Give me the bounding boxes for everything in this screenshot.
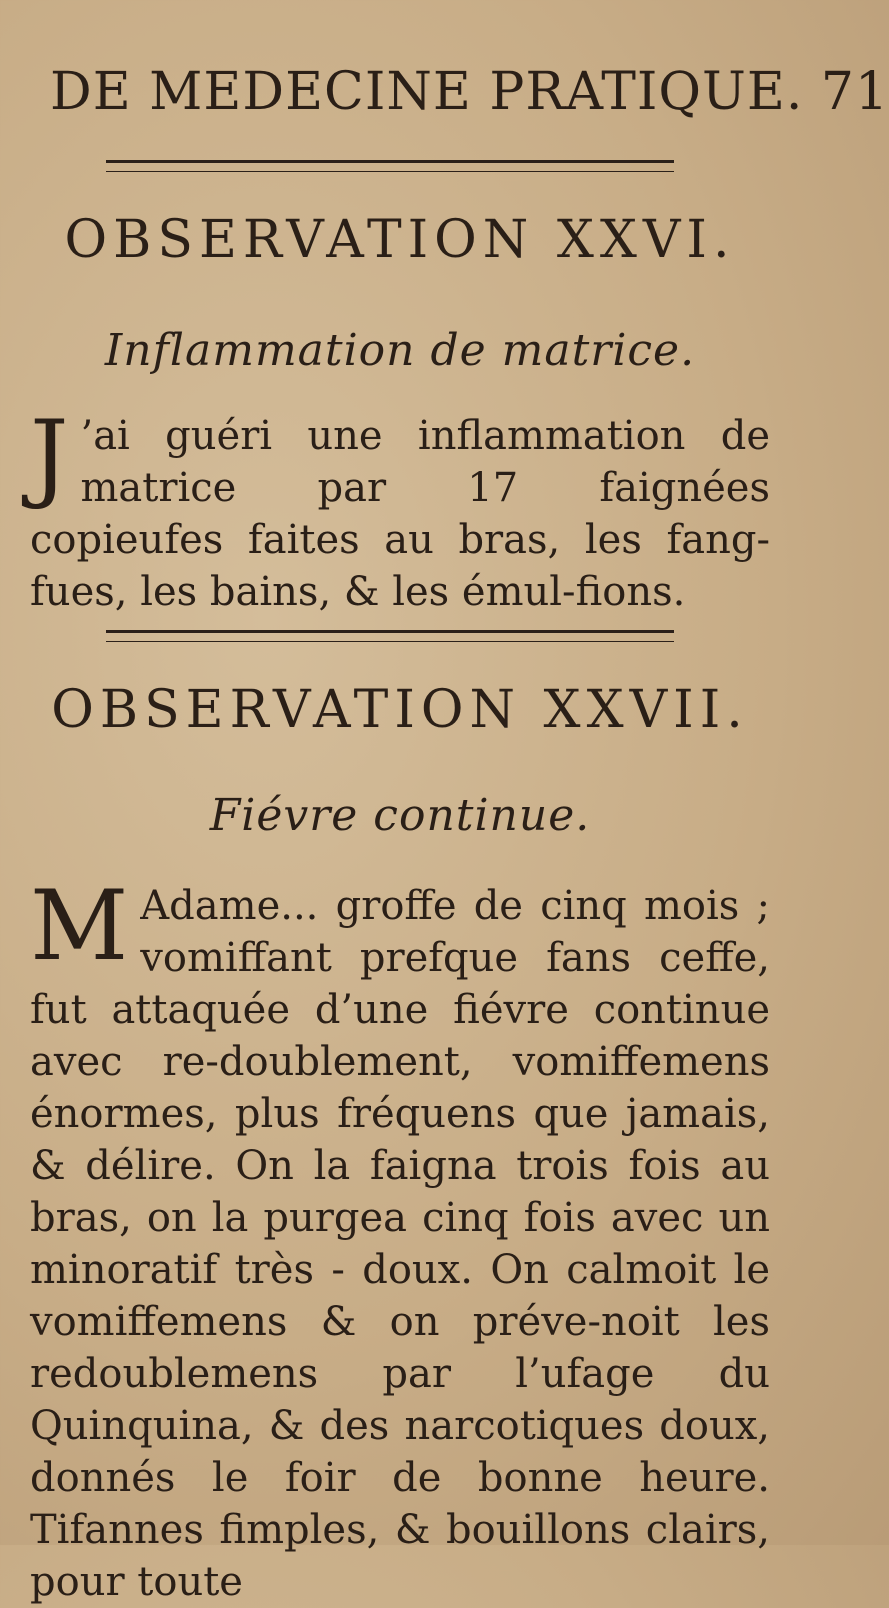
drop-cap: M — [30, 870, 129, 982]
drop-cap: J — [30, 400, 69, 512]
observation-title: OBSERVATION XXVII. — [51, 680, 749, 740]
observation-text: ’ai guéri une inflammation de matrice par 17 faignées copieufes faites au bras, les fang-fues, les bains, & les émul-fions. — [30, 413, 770, 615]
running-header: DE MEDECINE PRATIQUE. 71 — [50, 62, 889, 122]
observation-text: Adame... groffe de cinq mois ; vomiffant prefque fans ceffe, fut attaquée d’une fiévre continue avec re-doublement, vomiffemens énormes, plus fréquens que jamais, & délire. On la faigna trois fois au bras, on la purgea cinq fois avec un minoratif très - doux. On calmoit le vomiffemens & on préve-noit les redoublemens par l’ufage du Quinquina, & des narcotiques doux, donnés le foir de bonne heure. Tifannes fimples, & bouillons clairs, pour toute — [30, 883, 770, 1605]
separator-rule-top — [106, 160, 674, 172]
observation-body — [30, 870, 770, 1608]
observation-title: OBSERVATION XXVI. — [64, 210, 736, 270]
observation-subtitle: Inflammation de matrice. — [104, 325, 696, 376]
observation-body — [30, 400, 770, 618]
separator-rule-middle — [106, 630, 674, 642]
observation-subtitle: Fiévre continue. — [209, 790, 591, 841]
